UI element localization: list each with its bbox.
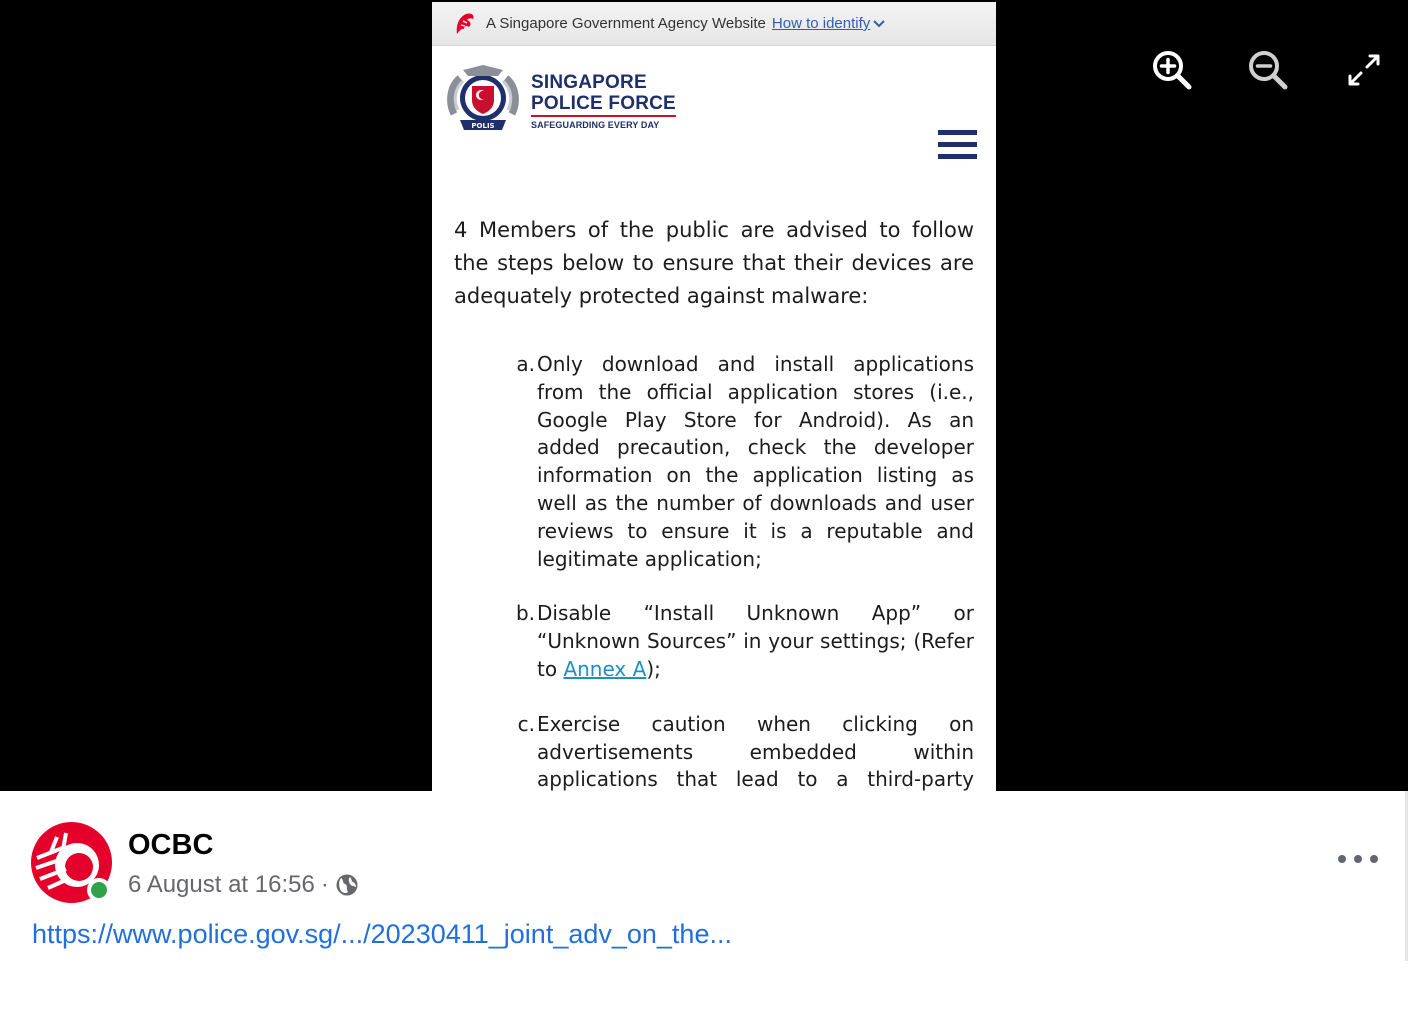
post-link[interactable]: https://www.police.gov.sg/.../20230411_joint_adv_on_the... [32, 919, 732, 949]
dot-icon [1354, 855, 1362, 863]
dot-icon [1370, 855, 1378, 863]
post-details [0, 791, 1408, 1012]
list-item-text: Exercise caution when clicking on advertisements embedded within applications that lead to a third-party [537, 711, 974, 792]
how-to-identify-link[interactable]: How to identify [771, 15, 871, 32]
hamburger-menu-icon[interactable] [938, 130, 977, 162]
list-marker: b. [515, 601, 535, 626]
spf-name-line2: POLICE FORCE [531, 93, 676, 117]
online-status-dot [87, 878, 111, 902]
gov-agency-banner [432, 2, 996, 46]
zoom-in-icon [1151, 49, 1193, 91]
list-marker: a. [516, 352, 535, 376]
list-item-text: Only download and install applications from the official application stores (i.e., Google Play Store for Android). As an added precaution, check the developer information on the application listing as well as the number of downloads and user reviews to ensure it is a reputable and legitimate application; [537, 352, 974, 571]
spf-name-line1: SINGAPORE [531, 72, 647, 93]
advisory-steps [454, 351, 974, 822]
fullscreen-button[interactable] [1342, 48, 1386, 92]
advisory-intro: 4 Members of the public are advised to follow the steps below to ensure that their devices are adequately protected against malware: [454, 218, 974, 308]
spf-tagline: SAFEGUARDING EVERY DAY [531, 120, 660, 130]
spf-wordmark [531, 72, 676, 130]
post-meta [128, 871, 359, 899]
spf-crest-icon [446, 64, 520, 134]
zoom-out-button[interactable] [1246, 48, 1290, 92]
zoom-in-button[interactable] [1150, 48, 1194, 92]
list-item-text-start: Disable “Install Unknown App” or “Unknown Sources” in your settings; (Refer to [537, 601, 974, 681]
list-item [454, 600, 974, 683]
list-item-text [537, 600, 974, 683]
crest-label: POLIS [471, 122, 495, 130]
annex-a-link[interactable]: Annex A [563, 656, 647, 681]
list-marker: c. [517, 711, 535, 736]
advisory-content [432, 214, 996, 822]
banner-text: A Singapore Government Agency Website [486, 15, 766, 32]
post-author[interactable]: OCBC [128, 829, 214, 861]
meta-separator: · [320, 871, 329, 898]
zoom-out-icon [1247, 49, 1289, 91]
post-timestamp[interactable]: 6 August at 16:56 [128, 871, 315, 898]
expand-icon [1346, 52, 1382, 88]
list-item [454, 351, 974, 573]
more-options-button[interactable] [1338, 847, 1378, 871]
globe-icon [335, 873, 359, 897]
lion-head-icon [454, 12, 476, 36]
viewer-toolbar [1150, 48, 1386, 92]
post-image[interactable] [432, 2, 996, 791]
chevron-down-icon [872, 19, 886, 29]
dot-icon [1338, 855, 1346, 863]
list-item-text-end: ); [646, 656, 661, 681]
spf-header [432, 46, 996, 166]
